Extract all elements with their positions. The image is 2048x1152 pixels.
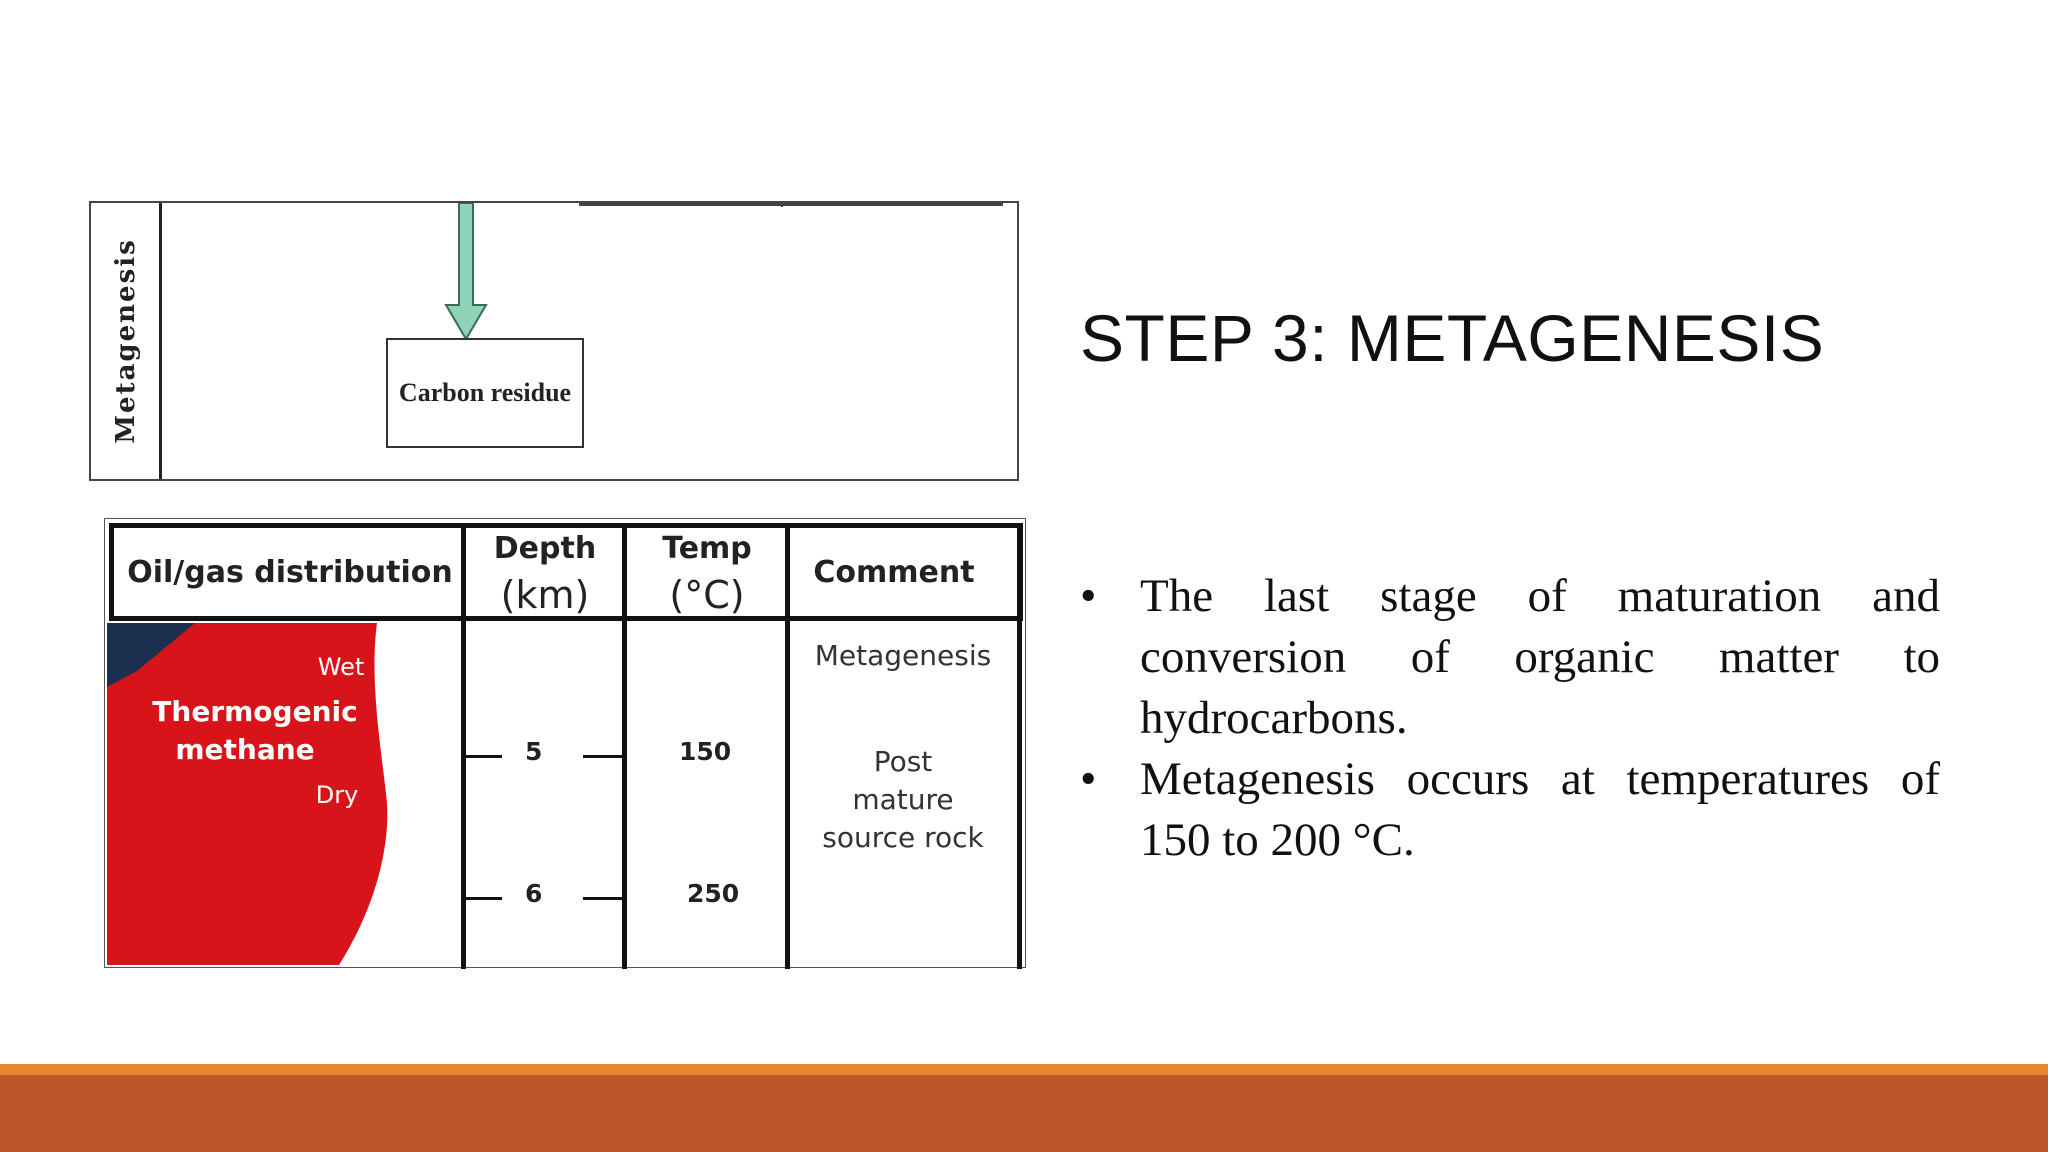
depth-value: 6 — [525, 879, 543, 908]
diagram-top-tick — [781, 203, 783, 207]
temp-value: 150 — [679, 737, 732, 766]
dry-label: Dry — [315, 781, 359, 809]
bullet-dot-icon: • — [1080, 753, 1097, 805]
oil-gas-table — [104, 518, 1026, 968]
header-comment: Comment — [813, 554, 975, 590]
bullet-item: • The last stage of maturation and conversion of organic matter to hydrocarbons. — [1080, 566, 1940, 749]
down-arrow-icon — [441, 203, 491, 343]
methane-label: methane — [175, 733, 315, 766]
comment-line: source rock — [822, 821, 984, 854]
footer-accent-line — [0, 1064, 2048, 1075]
header-distribution: Oil/gas distribution — [127, 554, 453, 590]
comment-line: mature — [852, 783, 954, 816]
diagram-divider — [159, 203, 162, 479]
bullet-list — [1080, 566, 1940, 871]
depth-tick — [583, 897, 623, 900]
header-depth: Depth (km) — [493, 531, 597, 617]
temp-value: 250 — [687, 879, 740, 908]
thermogenic-label: Thermogenic — [152, 695, 358, 728]
footer-band — [0, 1075, 2048, 1152]
carbon-residue-box: Carbon residue — [386, 338, 584, 448]
metagenesis-diagram — [89, 201, 1019, 481]
diagram-top-edge — [579, 203, 1003, 206]
depth-tick — [583, 755, 623, 758]
depth-tick — [466, 755, 502, 758]
column-divider — [461, 523, 466, 969]
column-divider — [1017, 523, 1022, 969]
diagram-side-label: Metagenesis — [111, 238, 141, 444]
column-divider — [785, 523, 790, 969]
wet-label: Wet — [317, 653, 365, 681]
header-temp: Temp (°C) — [662, 531, 752, 617]
depth-value: 5 — [525, 737, 543, 766]
slide-title: STEP 3: METAGENESIS — [1080, 301, 1825, 375]
column-divider — [622, 523, 627, 969]
bullet-dot-icon: • — [1080, 570, 1097, 622]
bullet-item: • Metagenesis occurs at temperatures of 150 to 200 °C. — [1080, 749, 1940, 871]
comment-line: Post — [873, 745, 933, 778]
depth-tick — [466, 897, 502, 900]
comment-stage: Metagenesis — [814, 639, 992, 672]
